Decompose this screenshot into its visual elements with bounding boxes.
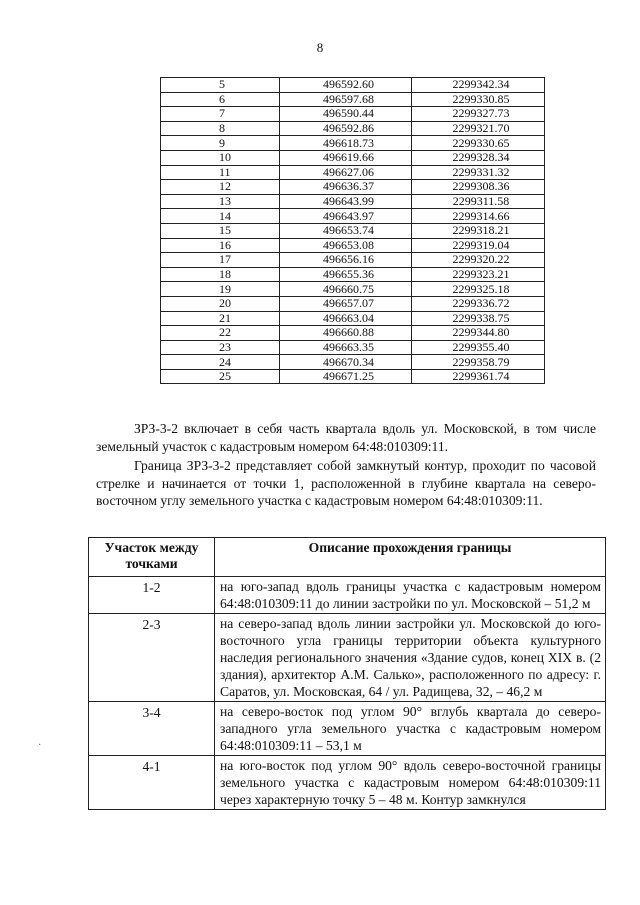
point-number: 8	[161, 121, 280, 136]
table-row	[161, 78, 545, 93]
coordinate-x: 496636.37	[280, 180, 412, 195]
coordinate-y: 2299319.04	[412, 238, 545, 253]
coordinate-y: 2299344.80	[412, 326, 545, 341]
coordinate-x: 496663.04	[280, 311, 412, 326]
point-number: 6	[161, 92, 280, 107]
coordinate-x: 496627.06	[280, 165, 412, 180]
paragraph-zone-includes: ЗРЗ-3-2 включает в себя часть квартала вдоль ул. Московской, в том числе земельный участок с кадастровым номером 64:48:010309:11.	[96, 421, 596, 454]
coordinate-x: 496656.16	[280, 253, 412, 268]
coordinate-x: 496643.99	[280, 194, 412, 209]
point-number: 22	[161, 326, 280, 341]
coordinate-x: 496655.36	[280, 267, 412, 282]
point-number: 10	[161, 150, 280, 165]
coordinate-y: 2299330.65	[412, 136, 545, 151]
point-number: 14	[161, 209, 280, 224]
coordinate-x: 496671.25	[280, 369, 412, 384]
coordinate-y: 2299361.74	[412, 369, 545, 384]
segment-description: на северо-запад вдоль линии застройки ул. Московской до юго-восточного угла границы территории объекта культурного наследия регионального значения «Здание судов, конец XIX в. (2 здания), архитектор А.М. Салько», расположенного по адресу: г. Саратов, ул. Московская, 64 / ул. Радищева, 32, – 46,2 м	[215, 614, 606, 702]
coordinate-y: 2299342.34	[412, 78, 545, 93]
point-number: 19	[161, 282, 280, 297]
segment-description: на юго-восток под углом 90° вдоль северо-восточной границы земельного участка с кадастровым номером 64:48:010309:11 через характерную точку 5 – 48 м. Контур замкнулся	[215, 756, 606, 810]
header-description: Описание прохождения границы	[215, 538, 606, 577]
scan-mark: ·	[38, 740, 42, 751]
point-number: 5	[161, 78, 280, 93]
coordinate-y: 2299355.40	[412, 340, 545, 355]
table-row	[161, 296, 545, 311]
table-row	[161, 340, 545, 355]
point-number: 13	[161, 194, 280, 209]
table-row	[89, 614, 606, 702]
coordinate-x: 496590.44	[280, 107, 412, 122]
segment-description: на северо-восток под углом 90° вглубь квартала до северо-западного угла земельного участка с кадастровым номером 64:48:010309:11 – 53,1 м	[215, 702, 606, 756]
table-row	[161, 369, 545, 384]
point-number: 25	[161, 369, 280, 384]
table-row	[161, 311, 545, 326]
segment-label: 2-3	[89, 614, 215, 702]
coordinate-y: 2299308.36	[412, 180, 545, 195]
segment-label: 4-1	[89, 756, 215, 810]
point-number: 12	[161, 180, 280, 195]
table-row	[161, 180, 545, 195]
coordinate-x: 496660.75	[280, 282, 412, 297]
boundary-description-table	[88, 537, 606, 810]
coordinate-x: 496663.35	[280, 340, 412, 355]
point-number: 23	[161, 340, 280, 355]
coordinate-y: 2299358.79	[412, 355, 545, 370]
coordinate-y: 2299320.22	[412, 253, 545, 268]
table-row	[161, 238, 545, 253]
coordinate-y: 2299331.32	[412, 165, 545, 180]
segment-description: на юго-запад вдоль границы участка с кадастровым номером 64:48:010309:11 до линии застройки по ул. Московской – 51,2 м	[215, 577, 606, 614]
coordinate-x: 496592.86	[280, 121, 412, 136]
table-row	[161, 150, 545, 165]
coordinate-x: 496670.34	[280, 355, 412, 370]
point-number: 15	[161, 223, 280, 238]
coordinate-x: 496618.73	[280, 136, 412, 151]
table-row	[89, 702, 606, 756]
segment-label: 3-4	[89, 702, 215, 756]
table-row	[89, 756, 606, 810]
table-row	[89, 577, 606, 614]
coordinate-x: 496657.07	[280, 296, 412, 311]
coordinate-x: 496653.08	[280, 238, 412, 253]
table-row	[161, 165, 545, 180]
point-number: 9	[161, 136, 280, 151]
table-row	[161, 92, 545, 107]
table-row	[161, 194, 545, 209]
coordinate-y: 2299311.58	[412, 194, 545, 209]
coordinate-y: 2299323.21	[412, 267, 545, 282]
segment-label: 1-2	[89, 577, 215, 614]
header-segment: Участок между точками	[89, 538, 215, 577]
point-number: 16	[161, 238, 280, 253]
table-row	[161, 121, 545, 136]
coordinate-y: 2299325.18	[412, 282, 545, 297]
coordinate-y: 2299327.73	[412, 107, 545, 122]
point-number: 18	[161, 267, 280, 282]
table-row	[161, 282, 545, 297]
point-number: 20	[161, 296, 280, 311]
coordinate-x: 496619.66	[280, 150, 412, 165]
coordinate-y: 2299328.34	[412, 150, 545, 165]
table-row	[161, 209, 545, 224]
table-row	[161, 223, 545, 238]
table-row	[161, 355, 545, 370]
table-row	[161, 267, 545, 282]
table-row	[161, 326, 545, 341]
point-number: 7	[161, 107, 280, 122]
coordinate-x: 496592.60	[280, 78, 412, 93]
table-row	[161, 253, 545, 268]
paragraph-boundary-description: Граница ЗРЗ-3-2 представляет собой замкнутый контур, проходит по часовой стрелке и начинается от точки 1, расположенной в глубине квартала на северо-восточном углу земельного участка с кадастровым номером 64:48:010309:11.	[96, 458, 596, 508]
coordinate-y: 2299318.21	[412, 223, 545, 238]
page-number: 8	[316, 40, 324, 55]
table-row	[161, 107, 545, 122]
coordinate-x: 496653.74	[280, 223, 412, 238]
coordinate-x: 496660.88	[280, 326, 412, 341]
coordinate-y: 2299330.85	[412, 92, 545, 107]
coordinate-y: 2299321.70	[412, 121, 545, 136]
coordinates-table	[160, 77, 545, 384]
coordinate-y: 2299314.66	[412, 209, 545, 224]
point-number: 24	[161, 355, 280, 370]
point-number: 21	[161, 311, 280, 326]
point-number: 11	[161, 165, 280, 180]
point-number: 17	[161, 253, 280, 268]
coordinate-x: 496597.68	[280, 92, 412, 107]
coordinate-y: 2299338.75	[412, 311, 545, 326]
coordinate-y: 2299336.72	[412, 296, 545, 311]
table-row	[161, 136, 545, 151]
coordinate-x: 496643.97	[280, 209, 412, 224]
